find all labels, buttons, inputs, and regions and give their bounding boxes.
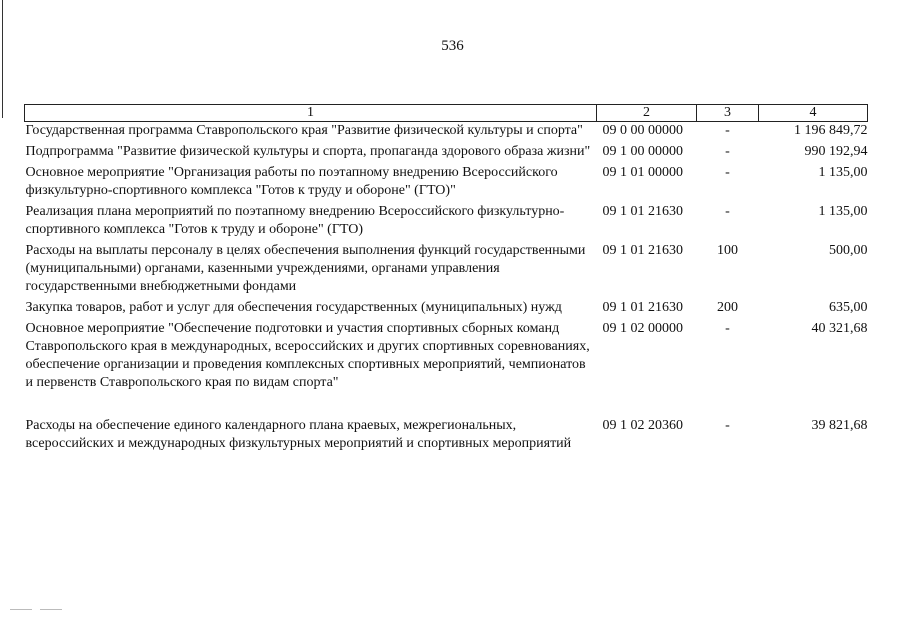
row-amount: 1 135,00 bbox=[818, 204, 868, 219]
header-col-2: 2 bbox=[597, 105, 697, 122]
table-row bbox=[25, 299, 868, 320]
row-code: 09 1 01 21630 bbox=[602, 243, 683, 258]
page-margin-line bbox=[2, 0, 3, 118]
row-name: Расходы на обеспечение единого календарного плана краевых, межрегиональных, всероссийских и международных физкультурных мероприятий и спортивных мероприятий bbox=[25, 418, 572, 451]
table-row bbox=[25, 203, 868, 242]
row-name: Подпрограмма "Развитие физической культуры и спорта, пропаганда здорового образа жизни" bbox=[25, 144, 591, 159]
row-amount: 1 135,00 bbox=[818, 165, 868, 180]
row-amount: 635,00 bbox=[829, 300, 868, 315]
row-amount: 500,00 bbox=[829, 243, 868, 258]
row-code: 09 0 00 00000 bbox=[602, 123, 683, 138]
row-code: 09 1 01 00000 bbox=[602, 165, 683, 180]
row-type: - bbox=[725, 144, 730, 159]
table-spacer-row bbox=[25, 395, 868, 417]
row-name: Основное мероприятие "Обеспечение подготовки и участия спортивных сборных команд Ставропольского края в международных, всероссийских и других спортивных соревнованиях, обеспечение организации и проведения комплексных спортивных мероприятий, чемпионатов и первенств Ставропольского края по видам спорта" bbox=[25, 321, 590, 390]
row-code: 09 1 01 21630 bbox=[602, 204, 683, 219]
row-code: 09 1 00 00000 bbox=[602, 144, 683, 159]
row-amount: 1 196 849,72 bbox=[794, 123, 868, 138]
scan-mark bbox=[10, 609, 32, 610]
row-name: Государственная программа Ставропольского края "Развитие физической культуры и спорта" bbox=[25, 123, 583, 138]
table-row bbox=[25, 143, 868, 164]
row-type: 200 bbox=[717, 300, 738, 315]
row-type: - bbox=[725, 321, 730, 336]
row-name: Расходы на выплаты персоналу в целях обеспечения выполнения функций государственными (муниципальными) органами, казенными учреждениями, органами управления государственными внебюджетными фондами bbox=[25, 243, 586, 294]
row-code: 09 1 02 20360 bbox=[602, 418, 683, 433]
row-type: - bbox=[725, 204, 730, 219]
row-amount: 40 321,68 bbox=[811, 321, 868, 336]
row-amount: 990 192,94 bbox=[804, 144, 868, 159]
header-col-3: 3 bbox=[697, 105, 759, 122]
row-amount: 39 821,68 bbox=[811, 418, 868, 433]
spacer-cell bbox=[25, 395, 868, 417]
table-row bbox=[25, 320, 868, 395]
row-code: 09 1 01 21630 bbox=[602, 300, 683, 315]
table-row bbox=[25, 164, 868, 203]
table-row bbox=[25, 122, 868, 144]
scan-mark bbox=[40, 609, 62, 610]
table-row bbox=[25, 417, 868, 456]
row-type: - bbox=[725, 165, 730, 180]
table-header-row bbox=[25, 105, 868, 122]
row-type: 100 bbox=[717, 243, 738, 258]
header-col-4: 4 bbox=[759, 105, 868, 122]
header-col-1: 1 bbox=[25, 105, 597, 122]
row-name: Реализация плана мероприятий по поэтапному внедрению Всероссийского физкультурно-спортивного комплекса "Готов к труду и обороне" (ГТО) bbox=[25, 204, 565, 237]
row-name: Основное мероприятие "Организация работы по поэтапному внедрению Всероссийского физкультурно-спортивного комплекса "Готов к труду и обороне" (ГТО)" bbox=[25, 165, 558, 198]
row-name: Закупка товаров, работ и услуг для обеспечения государственных (муниципальных) нужд bbox=[25, 300, 562, 315]
row-type: - bbox=[725, 123, 730, 138]
table-row bbox=[25, 242, 868, 299]
budget-table bbox=[24, 104, 868, 456]
row-type: - bbox=[725, 418, 730, 433]
row-code: 09 1 02 00000 bbox=[602, 321, 683, 336]
page-number: 536 bbox=[441, 38, 464, 54]
